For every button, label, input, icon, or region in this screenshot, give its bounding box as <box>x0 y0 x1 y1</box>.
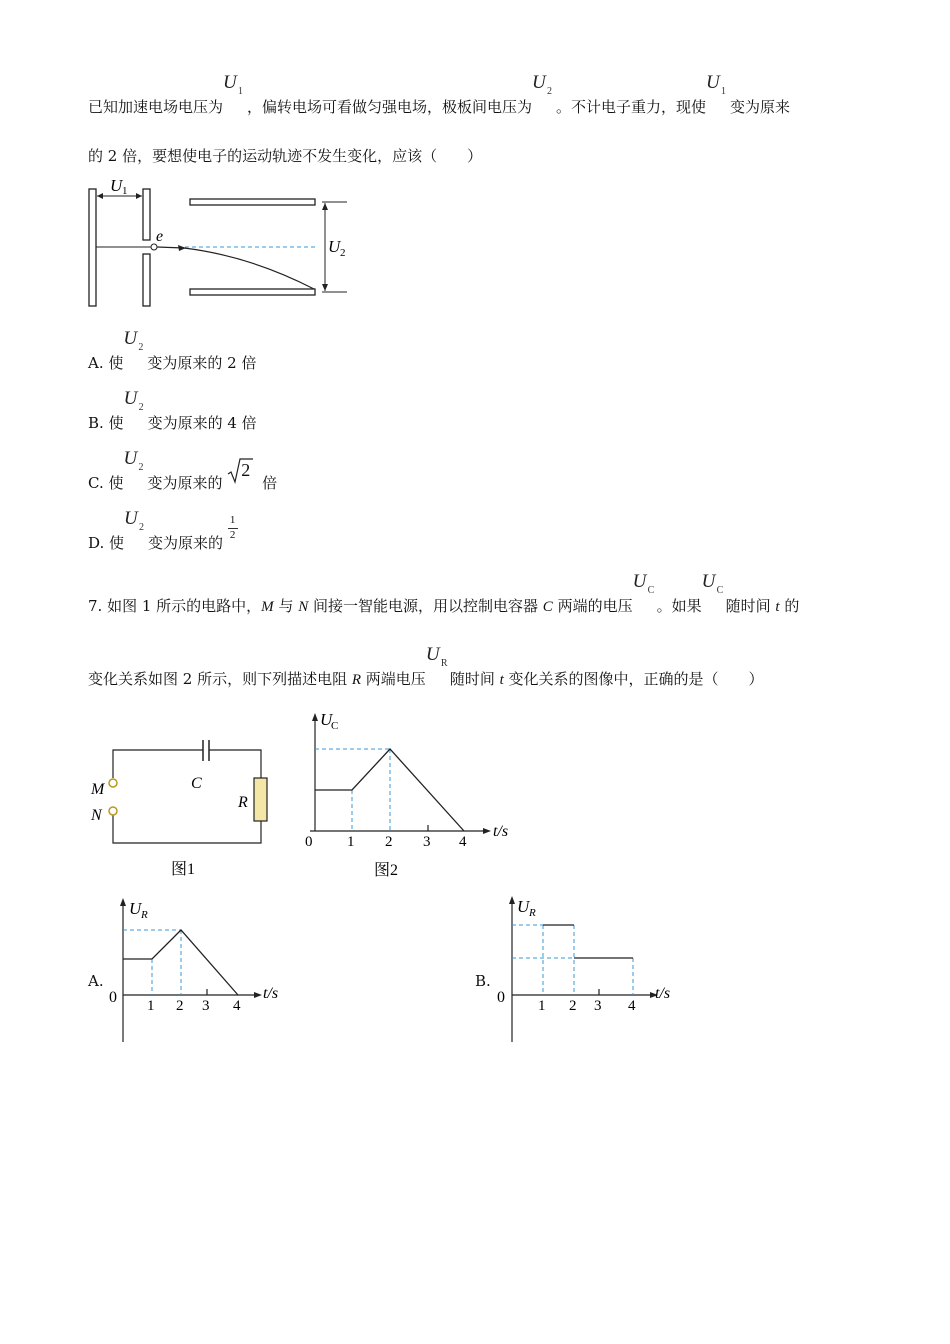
optB-tick-3: 3 <box>594 998 602 1014</box>
optB-ylabel: U <box>517 897 530 916</box>
accel-plate-left <box>89 189 96 306</box>
uc-tick-2: 2 <box>385 834 393 850</box>
q6-option-b[interactable]: B. 使 U 2 变为原来的 4 倍 <box>88 388 257 432</box>
resistor <box>254 778 267 821</box>
math-U1: U 1 <box>223 72 244 97</box>
label-R: R <box>238 794 248 811</box>
uc-tick-1: 1 <box>347 834 355 850</box>
label-e: e <box>156 228 164 245</box>
math-U2: U 2 <box>532 72 553 97</box>
math-UR: U R <box>425 644 448 669</box>
uc-xlabel: t/s <box>493 823 509 840</box>
uc-tick-4: 4 <box>459 834 467 850</box>
label-M: M <box>91 781 105 798</box>
q6-text-d: 变为原来 <box>730 98 791 116</box>
q6-text-a: 已知加速电场电压为 <box>88 98 224 116</box>
optB-tick-1: 1 <box>538 998 546 1014</box>
optA-origin: 0 <box>109 989 117 1006</box>
label-U2-sub: 2 <box>340 247 346 259</box>
uc-curve <box>315 749 464 831</box>
optA-tick-2: 2 <box>176 998 184 1014</box>
optA-ylabel: U <box>129 899 142 918</box>
q6-option-d[interactable]: D. 使 U 2 变为原来的 $\frac{1}{2}$ <box>88 530 242 553</box>
optB-xlabel: t/s <box>655 985 671 1002</box>
math-UC-2: U C <box>701 571 724 596</box>
optB-origin: 0 <box>497 989 505 1006</box>
deflection-figure <box>80 172 370 312</box>
q7-option-a-label[interactable]: A. <box>88 972 104 990</box>
optA-tick-3: 3 <box>202 998 210 1014</box>
q6-text-b: ，偏转电场可看做匀强电场，极板间电压为 <box>247 98 533 116</box>
graph-option-b[interactable] <box>493 888 693 1048</box>
q7-option-b-label[interactable]: B. <box>475 972 491 990</box>
q6-text-c: 。不计电子重力，现使 <box>556 98 707 116</box>
label-U1: U <box>110 176 123 195</box>
sqrt-2: 2 <box>227 470 253 488</box>
math-UC: U C <box>632 571 655 596</box>
q6-option-c[interactable]: C. 使 U 2 变为原来的 2 倍 <box>88 448 278 492</box>
electron-trajectory <box>157 247 314 289</box>
terminal-N <box>109 807 117 815</box>
optA-ylabel-sub: R <box>141 909 148 921</box>
accel-plate-right-top <box>143 189 150 240</box>
graph-uc <box>300 705 520 885</box>
optB-tick-4: 4 <box>628 998 636 1014</box>
uc-ylabel: U <box>320 710 333 729</box>
math-U1b: U 1 <box>706 72 727 97</box>
optA-tick-1: 1 <box>147 998 155 1014</box>
q7-line2: 变化关系如图 2 所示，则下列描述电阻 R 两端电压 U R 随时间 t 变化关系的图像中，正确的是（ ） <box>88 644 764 688</box>
terminal-M <box>109 779 117 787</box>
label-N: N <box>91 807 102 824</box>
fig1-caption: 图1 <box>171 861 196 878</box>
accel-plate-right-bottom <box>143 254 150 306</box>
circuit-figure <box>85 735 285 885</box>
uc-origin: 0 <box>305 834 313 850</box>
optB-ylabel-sub: R <box>529 907 536 919</box>
fraction-half: $\frac{1}{2}$ <box>228 530 242 548</box>
q6-line2: 的 2 倍，要想使电子的运动轨迹不发生变化，应该（ ） <box>88 147 483 165</box>
fig2-caption: 图2 <box>374 862 399 879</box>
label-U2: U <box>328 237 341 256</box>
optA-tick-4: 4 <box>233 998 241 1014</box>
uc-ylabel-sub: C <box>331 720 339 732</box>
optB-tick-2: 2 <box>569 998 577 1014</box>
optA-xlabel: t/s <box>263 985 279 1002</box>
label-C: C <box>191 775 202 792</box>
uc-tick-3: 3 <box>423 834 431 850</box>
q6-line1 <box>88 72 791 117</box>
deflect-plate-top <box>190 199 315 205</box>
q7-line1: 7. 如图 1 所示的电路中，M 与 N 间接一智能电源，用以控制电容器 C 两端的电压 U C 。如果 U C 随时间 t 的 <box>88 571 800 615</box>
deflect-plate-bottom <box>190 289 315 295</box>
graph-option-a[interactable] <box>105 890 305 1050</box>
q6-option-a[interactable]: A. 使 U 2 变为原来的 2 倍 <box>88 328 257 372</box>
label-U1-sub: 1 <box>122 185 128 197</box>
